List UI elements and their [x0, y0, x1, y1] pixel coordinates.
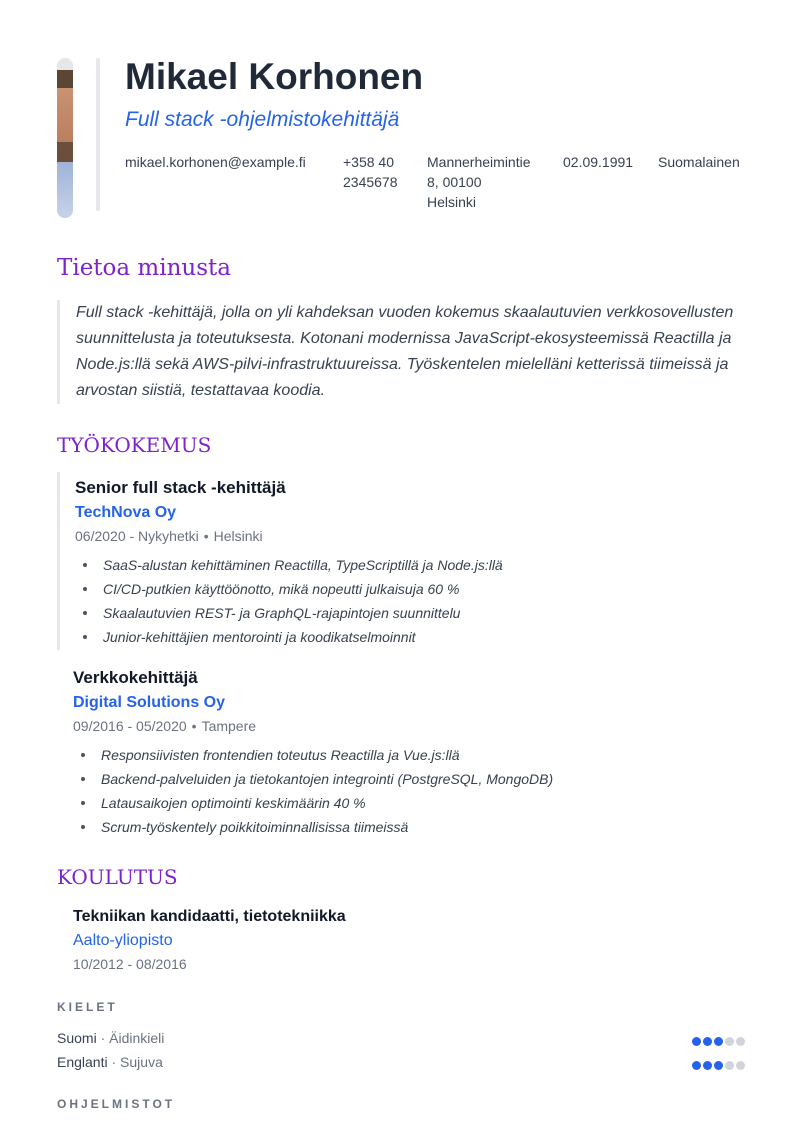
job-entry-dates: 06/2020 - Nykyhetki [75, 528, 199, 544]
list-item: SaaS-alustan kehittäminen Reactilla, TypeScriptillä ja Node.js:llä [75, 553, 503, 577]
list-item: CI/CD-putkien käyttöönotto, mikä nopeutti julkaisuja 60 % [75, 577, 503, 601]
contact-email[interactable]: mikael.korhonen@example.fi [125, 154, 306, 170]
rating-dot-filled [714, 1037, 723, 1046]
job-entry-bullets [73, 743, 553, 839]
job-entry-title: Senior full stack -kehittäjä [75, 478, 286, 497]
job-entry-bullets [75, 553, 503, 649]
contact-birthdate: 02.09.1991 [563, 154, 634, 170]
language-name: Suomi [57, 1030, 97, 1046]
list-item: Skaalautuvien REST- ja GraphQL-rajapintojen suunnittelu [75, 601, 503, 625]
list-item: Backend-palveluiden ja tietokantojen integrointi (PostgreSQL, MongoDB) [73, 767, 553, 791]
job-entry-company: TechNova Oy [75, 504, 177, 521]
list-item: Responsiivisten frontendien toteutus Reactilla ja Vue.js:llä [73, 743, 553, 767]
job-entry-dates: 09/2016 - 05/2020 [73, 718, 187, 734]
language-label [57, 1028, 164, 1048]
rating-dot-empty [725, 1037, 734, 1046]
list-item: Junior-kehittäjien mentorointi ja koodikatselmoinnit [75, 625, 503, 649]
job-title: Full stack -ohjelmistokehittäjä [125, 108, 400, 131]
job-entry-location: Helsinki [213, 528, 263, 544]
meta-separator: • [191, 718, 197, 734]
education-degree: Tekniikan kandidaatti, tietotekniikka [73, 908, 346, 925]
profile-photo [57, 58, 73, 218]
person-name: Mikael Korhonen [125, 56, 424, 97]
language-row [57, 1052, 745, 1072]
language-level: Äidinkieli [109, 1030, 165, 1046]
rating-dot-filled [703, 1061, 712, 1070]
meta-separator: • [203, 528, 209, 544]
job-entry [57, 662, 717, 840]
job-entry-title: Verkkokehittäjä [73, 668, 198, 687]
rating-dot-filled [692, 1061, 701, 1070]
rating-dot-filled [714, 1061, 723, 1070]
rating-dot-filled [703, 1037, 712, 1046]
list-item: Latausaikojen optimointi keskimäärin 40 % [73, 791, 553, 815]
level-separator: · [100, 1030, 106, 1046]
education-dates: 10/2012 - 08/2016 [73, 956, 187, 972]
contact-address: Mannerheimintie 8, 00100 Helsinki [427, 154, 531, 210]
education-school: Aalto-yliopisto [73, 932, 173, 949]
rating-dots [690, 1033, 745, 1043]
job-entry-location: Tampere [201, 718, 257, 734]
education-heading: KOULUTUS [57, 865, 178, 889]
about-heading: Tietoa minusta [57, 255, 231, 281]
job-entry-company: Digital Solutions Oy [73, 694, 226, 711]
contact-nationality: Suomalainen [658, 154, 740, 170]
language-name: Englanti [57, 1054, 108, 1070]
software-heading: OHJELMISTOT [57, 1097, 176, 1111]
language-row [57, 1028, 745, 1048]
rating-dots [690, 1057, 745, 1067]
language-label [57, 1052, 163, 1072]
rating-dot-empty [736, 1037, 745, 1046]
experience-heading: TYÖKOKEMUS [57, 433, 212, 457]
header-divider [96, 58, 100, 211]
languages-heading: KIELET [57, 1000, 118, 1014]
level-separator: · [111, 1054, 117, 1070]
job-entry-meta [73, 718, 256, 734]
rating-dot-empty [736, 1061, 745, 1070]
list-item: Scrum-työskentely poikkitoiminnallisissa tiimeissä [73, 815, 553, 839]
contact-phone[interactable]: +358 40 2345678 [343, 154, 398, 190]
job-entry [57, 472, 720, 650]
about-text: Full stack -kehittäjä, jolla on yli kahdeksan vuoden kokemus skaalautuvien verkkosovellusten suunnittelusta ja toteutuksesta. Kotonani modernissa JavaScript-ekosysteemissä Reactilla ja Node.js:llä sekä AWS-pilvi-infrastruktuureissa. Työskentelen mielelläni ketterissä tiimeissä ja arvostan siistiä, testattavaa koodia. [57, 300, 756, 404]
rating-dot-filled [692, 1037, 701, 1046]
rating-dot-empty [725, 1061, 734, 1070]
language-level: Sujuva [120, 1054, 163, 1070]
job-entry-meta [75, 528, 263, 544]
